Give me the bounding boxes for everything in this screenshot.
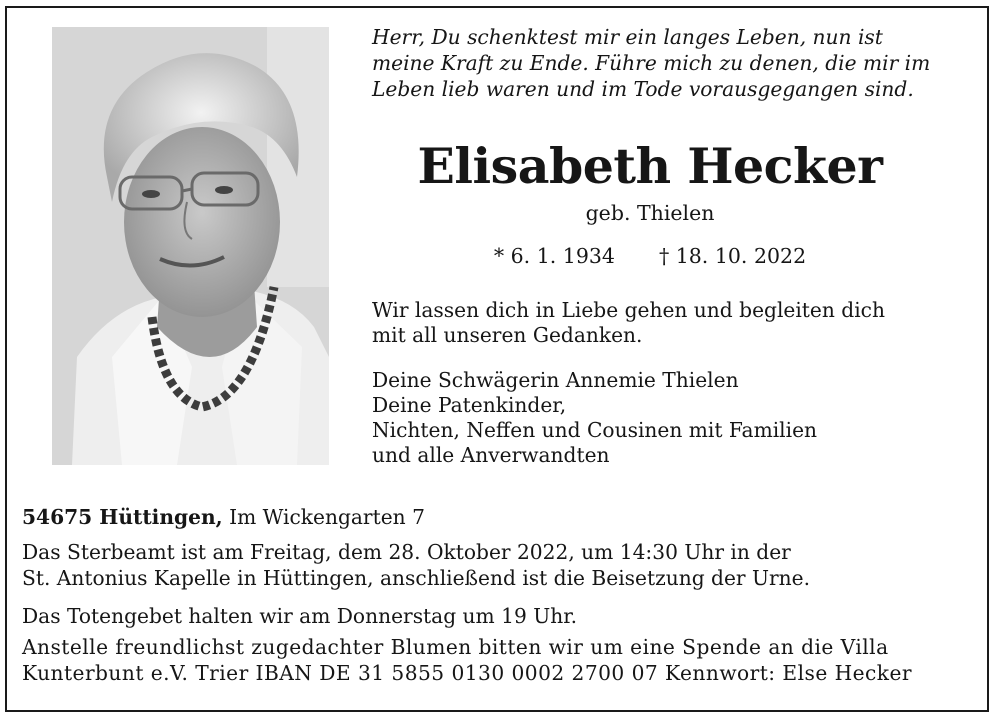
deceased-name: Elisabeth Hecker [417,137,883,195]
life-dates [345,241,955,271]
mourner-line: Nichten, Neffen und Cousinen mit Familien [372,418,818,442]
family-address [22,503,982,531]
address-street: Im Wickengarten 7 [222,505,425,529]
address-city: 54675 Hüttingen, [22,505,223,529]
funeral-mass-notice: Das Sterbeamt ist am Freitag, dem 28. Oktober 2022, um 14:30 Uhr in der St. Antonius Kapelle in Hüttingen, anschließend ist die Beisetzung der Urne. [22,540,811,590]
prayer-notice: Das Totengebet halten wir am Donnerstag um 19 Uhr. [22,604,578,628]
mourner-line: Deine Patenkinder, [372,393,567,417]
mourner-line: und alle Anverwandten [372,443,610,467]
donation-notice: Anstelle freundlichst zugedachter Blumen bitten wir um eine Spende an die Villa Kunterbunt e.V. Trier IBAN DE 31 5855 0130 0002 2700 07 Kennwort: Else Hecker [22,635,912,685]
mourner-line: Deine Schwägerin Annemie Thielen [372,368,739,392]
death-date: † 18. 10. 2022 [658,244,807,268]
portrait-illustration [52,27,329,465]
portrait-photo [52,27,329,465]
farewell-message: Wir lassen dich in Liebe gehen und begleiten dich mit all unseren Gedanken. [372,298,885,347]
memorial-verse: Herr, Du schenktest mir ein langes Leben, nun ist meine Kraft zu Ende. Führe mich zu denen, die mir im Leben lieb waren und im Tode vorausgegangen sind. [372,25,931,101]
birth-date: * 6. 1. 1934 [493,244,615,268]
mourners-list [372,368,982,468]
maiden-name: geb. Thielen [585,201,715,225]
